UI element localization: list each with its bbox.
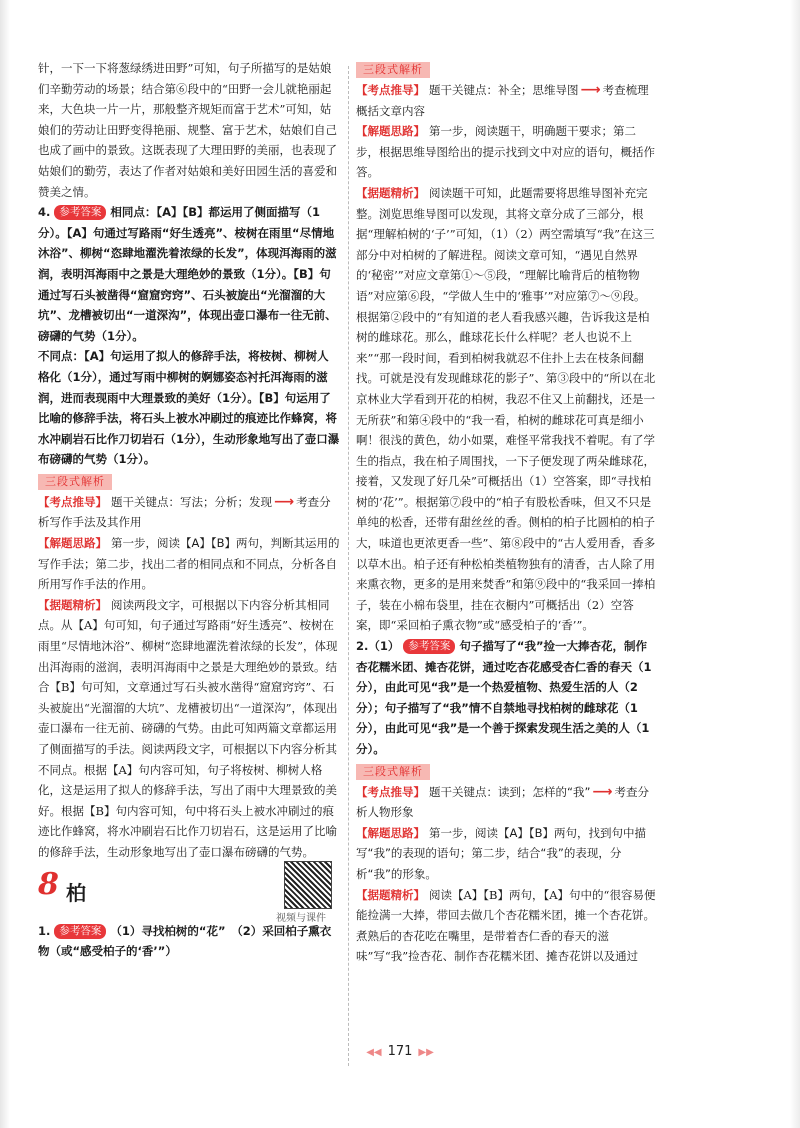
page-number [0, 1044, 800, 1059]
answer-tag-q2: 参考答案 [403, 639, 455, 654]
jieti-text: 第一步，阅读【A】【B】两句，判断其运用的写作手法；第二步，找出二者的相同点和不同点，分析各自所用写作手法的作用。 [38, 536, 340, 592]
q2-number: 2.（1） [356, 639, 400, 654]
q4-answer-same [38, 202, 340, 346]
jieti-label-right: 【解题思路】 [356, 124, 425, 139]
chapter-number: 8 [38, 866, 59, 902]
q2-answer-text: 句子描写了“我”捡一大捧杏花，制作杏花糯米团、摊杏花饼，通过吃杏花感受杏仁香的春天（1分），由此可见“我”是一个热爱植物、热爱生活的人（2分）；句子描写了“我”情不自禁地寻找柏树的雌球花（1分），由此可见“我”是一个善于探索发现生活之美的人（1分）。 [356, 639, 652, 756]
analysis-section-tag-right-2: 三段式解析 [356, 764, 430, 780]
jingxi-text: 阅读两段文字，可根据以下内容分析其相同点。从【A】句可知，句子通过写路雨“好生透亮”、桉树在雨里“尽情地沐浴”、柳树“恣肆地濯洗着浓绿的长发”，体现出洱海雨的滋润，表明洱海雨中之景是大理绝妙的景致。结合【B】句可知，文章通过写石头被水凿得“窟窟窍窍”、石头被旋出“光溜溜的大坑”、龙槽被切出“一道深沟”，体现出壶口瀑布一往无前、磅礴的气势。由此可知两篇文章都运用了侧面描写的手法。阅读两段文字，可根据以下内容分析其不同点。根据【A】句内容可知，句子将桉树、柳树人格化，这是运用了拟人的修辞手法，写出了雨中大理景致的美好。根据【B】句内容可知，句中将石头上被水冲刷过的痕迹比作蜂窝，将水冲刷岩石比作刀切岩石，这是运用了比喻的修辞手法，生动形象地写出了壶口瀑布磅礴的气势。 [38, 597, 338, 859]
jingxi2-block [356, 885, 656, 967]
arrow-icon: ⟶ [580, 82, 601, 98]
kaodian2-label: 【考点推导】 [356, 784, 425, 799]
kaodian-target: 考查分析写作手法及其作用 [38, 494, 331, 530]
jingxi-label: 【据题精析】 [38, 597, 107, 612]
answer-tag: 参考答案 [54, 205, 106, 220]
qr-label: 视频与课件 [276, 912, 326, 924]
jieti2-text: 第一步，阅读【A】【B】两句，找到句中描写“我”的表现的语句；第二步，结合“我”的表现，分析“我”的形象。 [356, 825, 647, 881]
kaodian2-keypoint: 题干关键点：读到；怎样的“我” [429, 784, 591, 799]
left-column [38, 58, 340, 962]
jieti-text-right: 第一步，阅读题干，明确题干要求；第二步，根据思维导图给出的提示找到文中对应的语句，概括作答。 [356, 124, 655, 180]
jieti2-label: 【解题思路】 [356, 825, 425, 840]
jingxi2-label: 【据题精析】 [356, 887, 425, 902]
q1-number: 1. [38, 923, 51, 938]
jingxi-text-right: 阅读题干可知，此题需要将思维导图补充完整。浏览思维导图可以发现，其将文章分成了三部分，根据“理解柏树的‘子’”可知，（1）（2）两空需填写“我”在这三部分中对柏树的了解进程。阅读文章可知，“遇见自然界的‘秘密’”对应文章第①～⑤段，“理解比喻背后的植物物语”对应第⑥段，“学做人生中的‘雅事’”对应第⑦～⑨段。根据第②段中的“有知道的老人看我感兴趣，告诉我这是柏树的雌球花。那么，雌球花长什么样呢？老人也说不上来”“那一段时间，看到柏树我就忍不住扑上去在枝条间翻找。可就是没有发现雌球花的影子”、第③段中的“所以在北京林业大学看到开花的柏树，我忍不住又上前翻找，还是一无所获”和第④段中的“我一看，柏树的雌球花可真是细小啊！很浅的黄色，幼小如粟，难怪平常我找不着呢。有了学生的指点，我在柏子周围找，一下子便发现了两朵雌球花，接着，又发现了好几朵”可概括出（1）空答案，即“寻找柏树的‘花’”。根据第⑦段中的“柏子有股松香味，但又不只是单纯的松香，还带有甜丝丝的香。侧柏的柏子比圆柏的柏子大，味道也更浓更香一些”、第⑧段中的“古人爱用香，香多以草木出。柏子还有种松柏类植物独有的清香，古人除了用来熏衣物，更多的是用来焚香”和第⑨段中的“我采回一捧柏子，装在小棉布袋里，挂在衣橱内”可概括出（2）空答案，即“采回柏子熏衣物”或“感受柏子的‘香’”。 [356, 185, 656, 633]
page-number-text: 171 [387, 1044, 413, 1059]
jieti-block [38, 533, 340, 595]
kaodian-label-right: 【考点推导】 [356, 83, 425, 97]
q4-answer-text-1: 相同点：【A】【B】都运用了侧面描写（1分）。【A】句通过写路雨“好生透亮”、桉树在雨里“尽情地沐浴”、柳树“恣肆地濯洗着浓绿的长发”，体现洱海雨的滋润，表明洱海雨中之景是大理绝妙的景致（1分）。【B】句通过写石头被凿得“窟窟窍窍”、石头被旋出“光溜溜的大坑”、龙槽被切出“一道深沟”，体现出壶口瀑布一往无前、磅礴的气势（1分）。 [38, 205, 337, 343]
analysis-section-tag-right: 三段式解析 [356, 62, 430, 78]
arrow-icon: ⟶ [274, 493, 295, 510]
kaodian2-block [356, 782, 656, 823]
kaodian2-target: 考查分析人物形象 [356, 784, 649, 820]
q4-answer-diff: 不同点：【A】句运用了拟人的修辞手法，将桉树、柳树人格化（1分），通过写雨中柳树的婀娜姿态衬托洱海雨的滋润，进而表现雨中大理景致的美好（1分）。【B】句运用了比喻的修辞手法，将石头上被水冲刷过的痕迹比作蜂窝，将水冲刷岩石比作刀切岩石（1分），生动形象地写出了壶口瀑布磅礴的气势（1分）。 [38, 349, 340, 467]
right-column [356, 58, 656, 967]
page-edge-right [790, 0, 800, 1128]
kaodian-block [38, 492, 340, 533]
answer-tag-q1: 参考答案 [54, 924, 106, 939]
jieti-label: 【解题思路】 [38, 536, 107, 551]
chapter-header [38, 866, 340, 924]
kaodian-target-right: 考查梳理概括文章内容 [356, 83, 649, 118]
jingxi-label-right: 【据题精析】 [356, 185, 425, 200]
q1-answer-text: （1）寻找柏树的“花” （2）采回柏子熏衣物（或“感受柏子的‘香’”） [38, 923, 332, 959]
analysis-section-tag: 三段式解析 [38, 474, 112, 490]
intro-paragraph: 针，一下一下将葱绿绣进田野”可知，句子所描写的是姑娘们辛勤劳动的场景；结合第⑥段中的“田野一会儿就艳丽起来，大色块一片一片，那般整齐规矩而富于艺术”可知，姑娘们的劳动让田野变得艳丽、规整、富于艺术，姑娘们自己也成了画中的景致。这既表现了大理田野的美丽，也表现了姑娘们的勤劳，表达了作者对姑娘和美好田园生活的喜爱和赞美之情。 [38, 61, 337, 199]
q2-answer [356, 636, 656, 760]
jingxi-block [38, 595, 340, 863]
page-prev-icon: ◀◀ [366, 1047, 382, 1058]
arrow-icon: ⟶ [592, 783, 613, 800]
page-next-icon: ▶▶ [418, 1047, 434, 1058]
column-divider [348, 66, 349, 1066]
chapter-title: 柏 [66, 880, 86, 905]
q4-number: 4. [38, 205, 51, 220]
qr-code-icon[interactable] [284, 861, 332, 909]
jingxi2-text: 阅读【A】【B】两句，【A】句中的“很容易便能捡满一大捧，带回去做几个杏花糯米团，摊一个杏花饼。煮熟后的杏花吃在嘴里，是带着杏仁香的春天的滋味”写“我”捡杏花、制作杏花糯米团、摊杏花饼以及通过 [356, 887, 656, 964]
jieti-block-right [356, 121, 656, 183]
jieti2-block [356, 823, 656, 885]
kaodian-keypoint-right: 题干关键点：补全；思维导图 [429, 83, 579, 97]
kaodian-keypoint: 题干关键点：写法；分析；发现 [111, 494, 272, 509]
kaodian-block-right [356, 80, 656, 121]
page-edge-left [0, 0, 10, 1128]
jingxi-block-right [356, 183, 656, 636]
kaodian-label: 【考点推导】 [38, 494, 107, 509]
